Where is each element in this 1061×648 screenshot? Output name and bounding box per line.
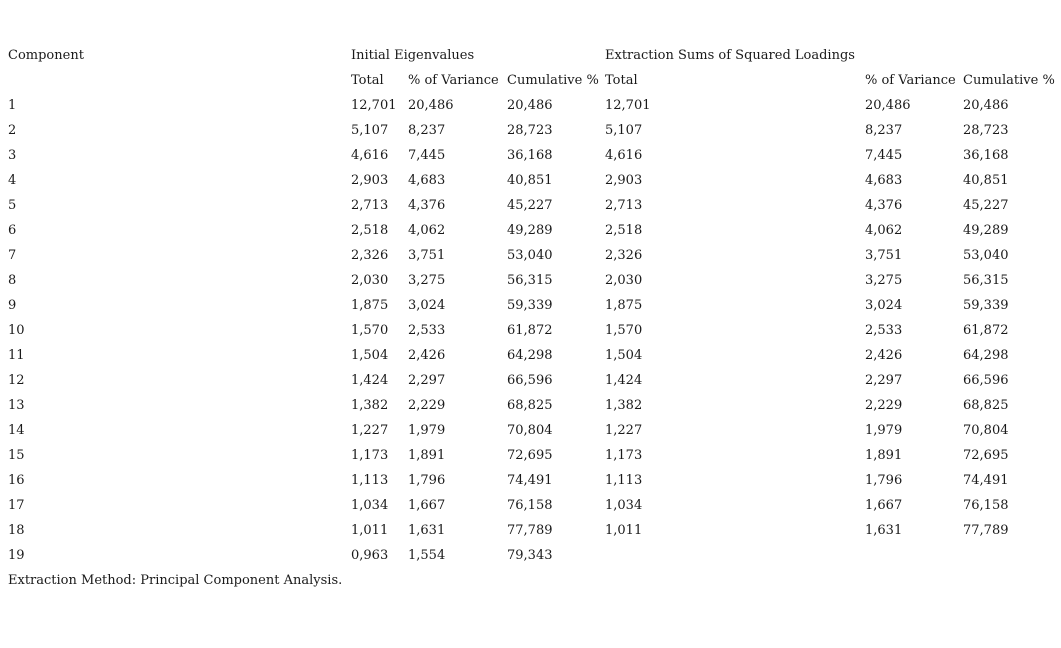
cell-component: 12	[8, 373, 25, 388]
cell-initial-total: 2,713	[351, 198, 389, 213]
cell-initial-variance: 4,683	[408, 173, 446, 188]
cell-extraction-total: 1,173	[605, 448, 643, 463]
header-extraction-sums: Extraction Sums of Squared Loadings	[605, 48, 855, 63]
cell-initial-variance: 4,376	[408, 198, 446, 213]
cell-initial-cumulative: 59,339	[507, 298, 553, 313]
cell-initial-total: 1,570	[351, 323, 389, 338]
cell-component: 17	[8, 498, 25, 513]
cell-component: 4	[8, 173, 17, 188]
cell-initial-total: 2,030	[351, 273, 389, 288]
cell-extraction-cumulative: 77,789	[963, 523, 1009, 538]
cell-initial-cumulative: 70,804	[507, 423, 553, 438]
cell-extraction-total: 2,326	[605, 248, 643, 263]
cell-initial-variance: 1,554	[408, 548, 446, 563]
cell-extraction-variance: 3,275	[865, 273, 903, 288]
cell-extraction-variance: 1,796	[865, 473, 903, 488]
header-initial-cumulative: Cumulative %	[507, 73, 599, 88]
cell-extraction-variance: 20,486	[865, 98, 911, 113]
cell-component: 19	[8, 548, 25, 563]
cell-component: 5	[8, 198, 17, 213]
cell-initial-cumulative: 79,343	[507, 548, 553, 563]
cell-component: 3	[8, 148, 17, 163]
cell-extraction-variance: 7,445	[865, 148, 903, 163]
cell-initial-variance: 20,486	[408, 98, 454, 113]
cell-component: 9	[8, 298, 17, 313]
cell-initial-cumulative: 77,789	[507, 523, 553, 538]
cell-extraction-total: 1,424	[605, 373, 643, 388]
cell-extraction-variance: 2,533	[865, 323, 903, 338]
cell-extraction-total: 1,570	[605, 323, 643, 338]
cell-component: 11	[8, 348, 25, 363]
cell-extraction-variance: 1,631	[865, 523, 903, 538]
cell-extraction-variance: 1,979	[865, 423, 903, 438]
cell-extraction-variance: 1,667	[865, 498, 903, 513]
cell-initial-cumulative: 76,158	[507, 498, 553, 513]
cell-initial-variance: 4,062	[408, 223, 446, 238]
cell-initial-cumulative: 53,040	[507, 248, 553, 263]
cell-extraction-cumulative: 40,851	[963, 173, 1009, 188]
cell-component: 7	[8, 248, 17, 263]
cell-initial-cumulative: 40,851	[507, 173, 553, 188]
extraction-method-note: Extraction Method: Principal Component Analysis.	[8, 573, 343, 588]
cell-extraction-cumulative: 70,804	[963, 423, 1009, 438]
cell-extraction-cumulative: 61,872	[963, 323, 1009, 338]
cell-extraction-total: 1,227	[605, 423, 643, 438]
cell-extraction-total: 2,713	[605, 198, 643, 213]
header-component: Component	[8, 48, 84, 63]
cell-initial-variance: 2,533	[408, 323, 446, 338]
cell-initial-cumulative: 36,168	[507, 148, 553, 163]
cell-initial-cumulative: 28,723	[507, 123, 553, 138]
cell-initial-variance: 2,297	[408, 373, 446, 388]
cell-initial-variance: 3,751	[408, 248, 446, 263]
cell-extraction-variance: 1,891	[865, 448, 903, 463]
cell-initial-cumulative: 61,872	[507, 323, 553, 338]
cell-component: 16	[8, 473, 25, 488]
cell-extraction-cumulative: 53,040	[963, 248, 1009, 263]
cell-initial-total: 2,903	[351, 173, 389, 188]
cell-initial-total: 1,424	[351, 373, 389, 388]
cell-initial-variance: 2,229	[408, 398, 446, 413]
cell-extraction-variance: 2,229	[865, 398, 903, 413]
cell-extraction-variance: 2,297	[865, 373, 903, 388]
cell-extraction-cumulative: 64,298	[963, 348, 1009, 363]
cell-initial-total: 1,875	[351, 298, 389, 313]
cell-initial-cumulative: 68,825	[507, 398, 553, 413]
cell-initial-total: 1,173	[351, 448, 389, 463]
cell-extraction-variance: 3,751	[865, 248, 903, 263]
cell-extraction-total: 1,011	[605, 523, 643, 538]
cell-extraction-cumulative: 20,486	[963, 98, 1009, 113]
cell-initial-total: 0,963	[351, 548, 389, 563]
cell-component: 2	[8, 123, 17, 138]
cell-extraction-cumulative: 74,491	[963, 473, 1009, 488]
cell-extraction-total: 1,034	[605, 498, 643, 513]
cell-component: 14	[8, 423, 25, 438]
cell-component: 13	[8, 398, 25, 413]
cell-initial-variance: 3,275	[408, 273, 446, 288]
cell-initial-total: 1,011	[351, 523, 389, 538]
cell-initial-variance: 3,024	[408, 298, 446, 313]
cell-extraction-total: 1,875	[605, 298, 643, 313]
cell-extraction-total: 4,616	[605, 148, 643, 163]
cell-extraction-variance: 4,062	[865, 223, 903, 238]
cell-initial-total: 1,504	[351, 348, 389, 363]
cell-component: 10	[8, 323, 25, 338]
cell-initial-total: 2,326	[351, 248, 389, 263]
cell-extraction-cumulative: 68,825	[963, 398, 1009, 413]
cell-initial-cumulative: 66,596	[507, 373, 553, 388]
cell-initial-total: 1,034	[351, 498, 389, 513]
cell-extraction-total: 1,382	[605, 398, 643, 413]
cell-extraction-cumulative: 72,695	[963, 448, 1009, 463]
cell-initial-total: 4,616	[351, 148, 389, 163]
cell-extraction-total: 2,030	[605, 273, 643, 288]
cell-initial-total: 1,382	[351, 398, 389, 413]
cell-initial-cumulative: 49,289	[507, 223, 553, 238]
cell-initial-cumulative: 45,227	[507, 198, 553, 213]
cell-extraction-variance: 3,024	[865, 298, 903, 313]
cell-extraction-total: 1,504	[605, 348, 643, 363]
header-extraction-cumulative: Cumulative %	[963, 73, 1055, 88]
cell-initial-variance: 1,796	[408, 473, 446, 488]
header-extraction-variance: % of Variance	[865, 73, 956, 88]
cell-initial-cumulative: 64,298	[507, 348, 553, 363]
cell-extraction-variance: 2,426	[865, 348, 903, 363]
cell-component: 6	[8, 223, 17, 238]
cell-initial-variance: 8,237	[408, 123, 446, 138]
cell-extraction-cumulative: 66,596	[963, 373, 1009, 388]
header-extraction-total: Total	[605, 73, 638, 88]
cell-extraction-cumulative: 36,168	[963, 148, 1009, 163]
cell-initial-total: 1,113	[351, 473, 389, 488]
cell-initial-total: 2,518	[351, 223, 389, 238]
cell-extraction-cumulative: 56,315	[963, 273, 1009, 288]
cell-extraction-cumulative: 28,723	[963, 123, 1009, 138]
cell-initial-variance: 7,445	[408, 148, 446, 163]
cell-initial-cumulative: 20,486	[507, 98, 553, 113]
cell-initial-total: 12,701	[351, 98, 397, 113]
cell-extraction-total: 2,903	[605, 173, 643, 188]
cell-initial-cumulative: 56,315	[507, 273, 553, 288]
cell-initial-variance: 1,667	[408, 498, 446, 513]
cell-initial-variance: 1,979	[408, 423, 446, 438]
cell-extraction-variance: 4,683	[865, 173, 903, 188]
cell-component: 8	[8, 273, 17, 288]
cell-extraction-cumulative: 76,158	[963, 498, 1009, 513]
cell-extraction-total: 12,701	[605, 98, 651, 113]
cell-extraction-variance: 8,237	[865, 123, 903, 138]
header-initial-total: Total	[351, 73, 384, 88]
cell-initial-total: 5,107	[351, 123, 389, 138]
cell-initial-cumulative: 72,695	[507, 448, 553, 463]
cell-extraction-total: 1,113	[605, 473, 643, 488]
cell-extraction-cumulative: 59,339	[963, 298, 1009, 313]
cell-component: 15	[8, 448, 25, 463]
cell-initial-total: 1,227	[351, 423, 389, 438]
cell-component: 1	[8, 98, 17, 113]
cell-initial-cumulative: 74,491	[507, 473, 553, 488]
cell-extraction-total: 5,107	[605, 123, 643, 138]
header-initial-eigenvalues: Initial Eigenvalues	[351, 48, 475, 63]
cell-component: 18	[8, 523, 25, 538]
cell-extraction-cumulative: 45,227	[963, 198, 1009, 213]
cell-extraction-total: 2,518	[605, 223, 643, 238]
cell-initial-variance: 1,891	[408, 448, 446, 463]
header-initial-variance: % of Variance	[408, 73, 499, 88]
cell-extraction-variance: 4,376	[865, 198, 903, 213]
cell-initial-variance: 2,426	[408, 348, 446, 363]
cell-initial-variance: 1,631	[408, 523, 446, 538]
cell-extraction-cumulative: 49,289	[963, 223, 1009, 238]
